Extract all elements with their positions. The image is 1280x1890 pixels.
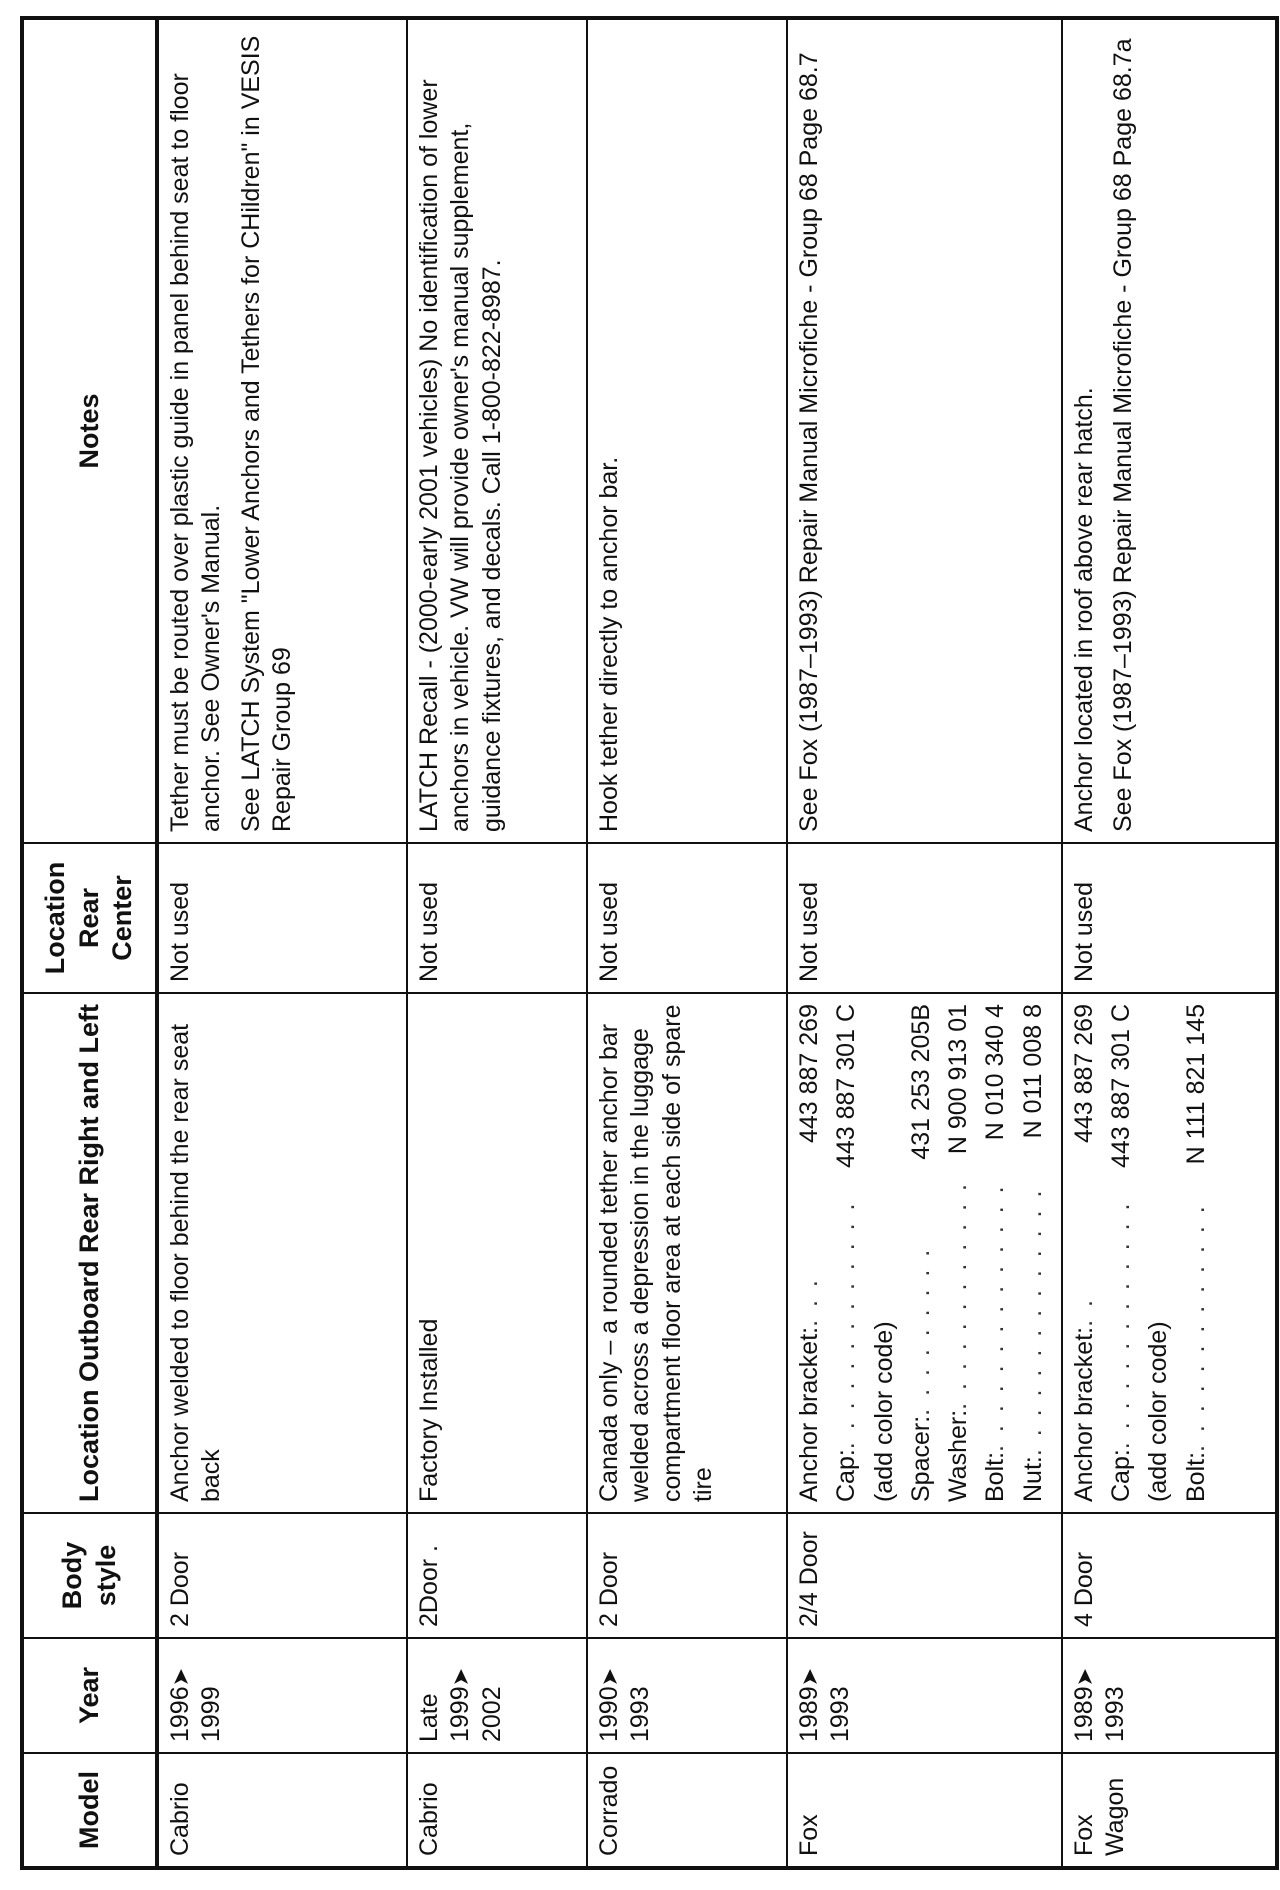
cell-model: Fox Wagon [1062, 1753, 1277, 1868]
part-label: Spacer: [906, 1415, 935, 1502]
note-text: LATCH Recall - (2000-early 2001 vehicles) No identification of lower anchors in vehicle. VW will provide owner's manual supplement, guidance fixtures, and decals. Call 1-800-822-8987. [415, 79, 506, 832]
cell-location-center: Not used [407, 843, 587, 993]
part-number: 443 887 269 [1069, 1004, 1098, 1144]
cell-location-center: Not used [587, 843, 787, 993]
header-row [22, 18, 157, 1868]
year-start: 1990 [595, 1686, 623, 1742]
part-number: 443 887 301 C [1107, 1004, 1135, 1169]
leader-dots: . . . . . . . . . . . . . . [1018, 1187, 1047, 1457]
part-line [906, 1004, 937, 1502]
cell-year [157, 1638, 407, 1753]
header-location-center: Location Rear Center [22, 843, 157, 993]
cell-location-outboard [1062, 993, 1277, 1513]
year-start: 1989 [795, 1686, 823, 1742]
part-number: N 010 340 4 [981, 1004, 1010, 1141]
cell-location-outboard: Factory Installed [407, 993, 587, 1513]
cell-location-outboard: Canada only – a rounded tether anchor bar welded across a depression in the luggage compartment floor area at each side of spare tire [587, 993, 787, 1513]
leader-dots: . . . . . . . . . . . . . [832, 1200, 861, 1450]
cell-notes [1062, 18, 1277, 843]
arrow-right-icon: ➤ [448, 1667, 474, 1687]
part-number: 431 253 205B [906, 1004, 935, 1160]
part-line [831, 1004, 862, 1502]
cell-notes [407, 18, 587, 843]
note-text: Tether must be routed over plastic guide in panel behind seat to floor anchor. See Owner's Manual. [166, 73, 226, 832]
leader-dots: . . . . . . . . . [906, 1246, 935, 1416]
part-line [943, 1004, 974, 1502]
cell-notes [587, 18, 787, 843]
cell-body-style: 2 Door [157, 1513, 407, 1638]
year-end: 1999 [197, 1686, 226, 1742]
part-label: Anchor bracket: [1069, 1326, 1098, 1502]
part-label: Anchor bracket: [795, 1326, 823, 1502]
rotated-table-container [20, 20, 1260, 1870]
cell-location-outboard [787, 993, 1062, 1513]
part-line [980, 1004, 1011, 1502]
leader-dots: . . . . . . . . . . . . [944, 1181, 972, 1410]
part-subnote: (add color code) [869, 1321, 898, 1502]
part-line [1106, 1004, 1137, 1502]
table-row [407, 18, 587, 1868]
leader-dots: . . . . . . . . . . . . . [1181, 1203, 1210, 1452]
arrow-right-icon: ➤ [597, 1667, 622, 1687]
year-end: 1993 [626, 1686, 655, 1742]
cell-model: Fox [787, 1753, 1062, 1868]
arrow-right-icon: ➤ [168, 1667, 193, 1687]
note-text: See LATCH System "Lower Anchors and Tethers for CHildren" in VESIS Repair Group 69 [236, 35, 296, 832]
note-text: Hook tether directly to anchor bar. [595, 456, 623, 832]
cell-year [787, 1638, 1062, 1753]
part-subnote: (add color code) [1144, 1321, 1173, 1502]
tether-anchor-table [20, 16, 1279, 1870]
arrow-right-icon: ➤ [797, 1667, 822, 1687]
note-text: Anchor located in roof above rear hatch. [1069, 387, 1098, 832]
cell-body-style: 2 Door [587, 1513, 787, 1638]
leader-dots: . . [1069, 1297, 1098, 1327]
cell-location-center: Not used [1062, 843, 1277, 993]
header-notes: Notes [22, 18, 157, 843]
cell-model: Cabrio [157, 1753, 407, 1868]
table-row [1062, 18, 1277, 1868]
part-line [794, 1004, 825, 1502]
year-end: 1993 [826, 1686, 855, 1742]
header-location-outboard: Location Outboard Rear Right and Left [22, 993, 157, 1513]
header-body-style: Body style [22, 1513, 157, 1638]
part-number: N 011 008 8 [1018, 1004, 1047, 1139]
part-number: N 900 913 01 [944, 1004, 972, 1155]
part-line [1069, 1004, 1100, 1502]
part-label: Washer: [944, 1409, 972, 1502]
part-line [1181, 1004, 1212, 1502]
part-line [1018, 1004, 1049, 1502]
cell-notes [787, 18, 1062, 843]
year-start: Late 1999 [415, 1686, 475, 1742]
cell-year [587, 1638, 787, 1753]
header-year: Year [22, 1638, 157, 1753]
leader-dots: . . . . . . . . . . . . . . [981, 1183, 1010, 1452]
year-end: 2002 [477, 1686, 506, 1742]
cell-location-center: Not used [157, 843, 407, 993]
header-model: Model [22, 1753, 157, 1868]
part-label: Cap: [832, 1449, 861, 1502]
cell-location-outboard: Anchor welded to floor behind the rear seat back [157, 993, 407, 1513]
table-row [157, 18, 407, 1868]
leader-dots: . . . [795, 1277, 823, 1327]
cell-year [1062, 1638, 1277, 1753]
year-start: 1989 [1069, 1686, 1098, 1742]
table-row [587, 18, 787, 1868]
arrow-right-icon: ➤ [1071, 1667, 1097, 1687]
part-number: N 111 821 145 [1181, 1004, 1210, 1165]
cell-body-style: 4 Door [1062, 1513, 1277, 1638]
part-label: Nut: [1018, 1456, 1047, 1502]
cell-year [407, 1638, 587, 1753]
cell-notes [157, 18, 407, 843]
part-label: Bolt: [1181, 1451, 1210, 1502]
leader-dots: . . . . . . . . . . . . . [1107, 1200, 1135, 1450]
part-label: Cap: [1107, 1449, 1135, 1502]
note-text: See Fox (1987–1993) Repair Manual Microfiche - Group 68 Page 68.7 [795, 52, 823, 832]
part-number: 443 887 301 C [832, 1004, 861, 1169]
year-start: 1996 [166, 1686, 194, 1742]
table-row [787, 18, 1062, 1868]
cell-model: Cabrio [407, 1753, 587, 1868]
cell-body-style: 2/4 Door [787, 1513, 1062, 1638]
part-label: Bolt: [981, 1451, 1010, 1502]
year-end: 1993 [1101, 1686, 1129, 1742]
part-number: 443 887 269 [795, 1004, 823, 1144]
cell-model: Corrado [587, 1753, 787, 1868]
cell-location-center: Not used [787, 843, 1062, 993]
cell-body-style: 2Door . [407, 1513, 587, 1638]
note-text: See Fox (1987–1993) Repair Manual Microfiche - Group 68 Page 68.7a [1109, 38, 1137, 832]
